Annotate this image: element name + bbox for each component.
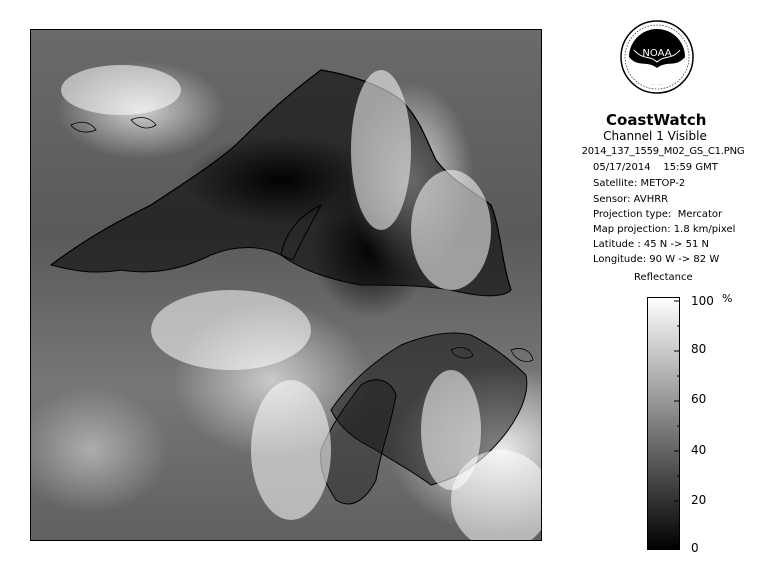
colorbar-tick: 60	[691, 392, 707, 406]
latitude-label: Latitude : 45 N -> 51 N	[593, 239, 709, 250]
noaa-logo-icon	[620, 20, 694, 94]
satellite-image	[30, 29, 542, 541]
longitude-label: Longitude: 90 W -> 82 W	[593, 254, 720, 265]
map-projection-label: Map projection: 1.8 km/pixel	[593, 224, 736, 235]
brand-title: CoastWatch	[606, 111, 707, 129]
colorbar-tick: 80	[691, 342, 707, 356]
colorbar-tick: 20	[691, 493, 707, 507]
colorbar-tick: 100	[691, 294, 714, 308]
coastline-overlay	[31, 30, 542, 541]
logo-text: NOAA	[642, 48, 672, 59]
colorbar-title: Reflectance	[634, 272, 693, 283]
colorbar	[647, 297, 680, 550]
datetime-label: 05/17/2014 15:59 GMT	[593, 162, 718, 173]
projection-type-label: Projection type: Mercator	[593, 209, 723, 220]
satellite-label: Satellite: METOP-2	[593, 178, 686, 189]
colorbar-tick: 0	[691, 541, 699, 555]
channel-label: Channel 1 Visible	[603, 129, 707, 143]
colorbar-tick: 40	[691, 443, 707, 457]
sensor-label: Sensor: AVHRR	[593, 194, 669, 205]
filename-label: 2014_137_1559_M02_GS_C1.PNG	[581, 146, 745, 157]
colorbar-unit: %	[722, 292, 733, 305]
